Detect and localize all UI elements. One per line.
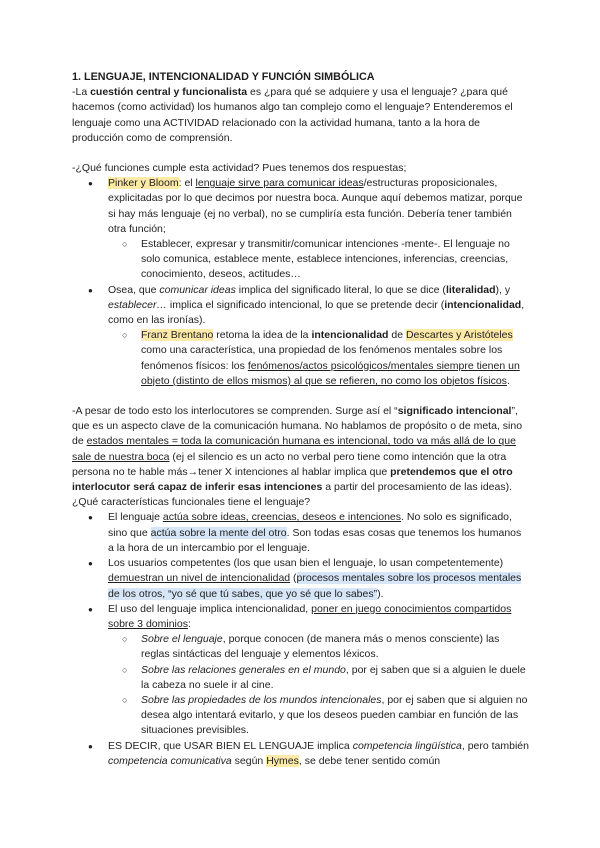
c3-underlined: poner en juego conocimientos compartidos sobre 3 dominios [108, 602, 512, 630]
c4-t2: , pero también [461, 739, 529, 752]
answers-list [72, 176, 530, 389]
c2-t2: ( [290, 572, 297, 585]
c1-underlined: actúa sobre ideas, creencias, deseos e intenciones [162, 511, 402, 524]
p2-t3: (ej el silencio es un acto no verbal pero tiene como intención que la otra persona no te hable más→tener X intenciones al hablar implica que [72, 450, 507, 478]
intro-paragraph [72, 85, 530, 146]
intro-post: es ¿para qué se adquiere y usa el lenguaje? ¿para qué hacemos (como actividad) los humanos algo tan complejo como el lenguaje? Entenderemos el lenguaje como una ACTIVIDAD relacionado con la actividad humana, tanto a la hora de producción como de comprensión. [72, 86, 513, 144]
c4-italic-2: competencia comunicativa [108, 754, 232, 767]
list-item [108, 663, 530, 693]
b2-italic-2: establecer… [108, 298, 167, 311]
c3-t1: El uso del lenguaje implica intencionalidad, [108, 602, 312, 615]
characteristics-list [72, 510, 530, 768]
c1-t1: El lenguaje [108, 511, 163, 524]
b1-underlined: lenguaje sirve para comunicar ideas [195, 177, 364, 190]
c2-t1: Los usuarios competentes (los que usan bien el lenguaje, lo usan competentemente) [108, 557, 504, 570]
sub-list [108, 237, 530, 283]
list-item [72, 556, 530, 602]
b2-bold-2: intencionalidad [444, 298, 522, 311]
sub-list [108, 328, 530, 389]
section-title: 1. LENGUAJE, INTENCIONALIDAD Y FUNCIÓN SIMBÓLICA [72, 71, 375, 83]
b2-mid3: implica el significado intencional, lo que se pretende decir ( [166, 298, 445, 311]
author-descartes-aristoteles: Descartes y Aristóteles [405, 329, 513, 342]
intro-pre: -La [72, 86, 91, 99]
b1-sep: : el [178, 177, 196, 190]
p2-bold-1: significado intencional [397, 405, 512, 418]
c3-t2: : [187, 617, 191, 630]
c2-t3: ). [377, 587, 384, 600]
brentano-t3: como una característica, una propiedad de los fenómenos mentales sobre los fenómenos físicos: los [141, 344, 503, 372]
domain-intentional: Sobre las propiedades de los mundos intencionales [141, 693, 382, 706]
c1-t2: . No solo es significado, sino que [108, 511, 512, 539]
b1-post: /estructuras proposicionales, explicitadas por lo que decimos por nuestra boca. Aunque aquí debemos matizar, porque si hay más lenguaje (ej no verbal), no se cumpliría esta función. Debería tener también otra función; [108, 177, 523, 235]
list-item [72, 176, 530, 282]
b2-mid2: ), y [495, 283, 511, 296]
domain-world-text: , por ej saben que si a alguien le duele la cabeza no suele ir al cine. [141, 663, 526, 691]
author-pinker-bloom: Pinker y Bloom [108, 177, 179, 190]
p2-underlined: estados mentales = toda la comunicación humana es intencional, todo va más allá de lo que sale de nuestra boca [72, 435, 516, 463]
author-hymes: Hymes [266, 754, 299, 767]
p2-t1: -A pesar de todo esto los interlocutores se comprenden. Surge así el “ [72, 405, 398, 418]
c2-underlined: demuestran un nivel de intencionalidad [108, 572, 291, 585]
c2-highlight: procesos mentales sobre los procesos mentales de los otros, “yo sé que tú sabes, que yo sé que lo sabes” [108, 572, 522, 600]
brentano-end: . [506, 374, 510, 387]
c4-italic-1: competencia lingüística [352, 739, 462, 752]
b2-post: , como en las ironías). [108, 298, 525, 327]
intentional-meaning-paragraph [72, 404, 530, 510]
brentano-t2: de [388, 329, 406, 342]
c1-t3: . Son todas esas cosas que tenemos los humanos a la hora de un intercambio por el lenguaje. [108, 526, 522, 554]
p2-t2: ”, que es un aspecto clave de la comunicación humana. No hablamos de propósito o de meta, sino de [72, 405, 523, 448]
list-item [72, 739, 530, 769]
list-item [108, 328, 530, 389]
p2-t4: a partir del procesamiento de las ideas). ¿Qué características funcionales tiene el lenguaje? [72, 481, 513, 509]
list-item [108, 693, 530, 739]
c1-highlight: actúa sobre la mente del otro [150, 526, 287, 539]
list-item [72, 510, 530, 556]
list-item [72, 602, 530, 739]
author-brentano: Franz Brentano [141, 329, 214, 342]
brentano-underlined: fenómenos/actos psicológicos/mentales siempre tienen un objeto (distinto de ellos mismos) al que se refieren, no como los objetos físicos [141, 359, 520, 387]
list-item [72, 283, 530, 389]
question-paragraph: -¿Qué funciones cumple esta actividad? Pues tenemos dos respuestas; [72, 162, 407, 175]
domain-language-text: , porque conocen (de manera más o menos consciente) las reglas sintácticas del lenguaje y elementos léxicos. [141, 633, 500, 661]
brentano-t1: retoma la idea de la [213, 329, 312, 342]
p2-bold-2: pretendemos que el otro interlocutor será capaz de inferir esas intenciones [72, 465, 513, 494]
b2-mid1: implica del significado literal, lo que se dice ( [235, 283, 446, 296]
domain-language: Sobre el lenguaje [141, 633, 223, 646]
domain-intentional-text: , por ej saben que si alguien no desea algo intentará evitarlo, y que los deseos pueden cambiar en función de las situaciones previsibles. [141, 693, 528, 737]
b2-pre: Osea, que [108, 283, 160, 296]
list-item: ○ Establecer, expresar y transmitir/comunicar intenciones -mente-. El lenguaje no solo comunica, establece mente, establece intenciones, inferencias, creencias, conocimiento, deseos, actitudes… [108, 237, 530, 283]
domain-world: Sobre las relaciones generales en el mundo [141, 663, 346, 676]
c4-t3: según [231, 754, 267, 767]
intro-bold: cuestión central y funcionalista [90, 86, 248, 99]
b2-bold-1: literalidad [445, 283, 496, 296]
sub-list [108, 632, 530, 738]
c4-t4: , se debe tener sentido común [298, 754, 441, 767]
brentano-bold: intencionalidad [311, 329, 389, 342]
c4-t1: ES DECIR, que USAR BIEN EL LENGUAJE implica [108, 739, 353, 752]
b2-italic-1: comunicar ideas [159, 283, 236, 296]
list-item [108, 632, 530, 662]
